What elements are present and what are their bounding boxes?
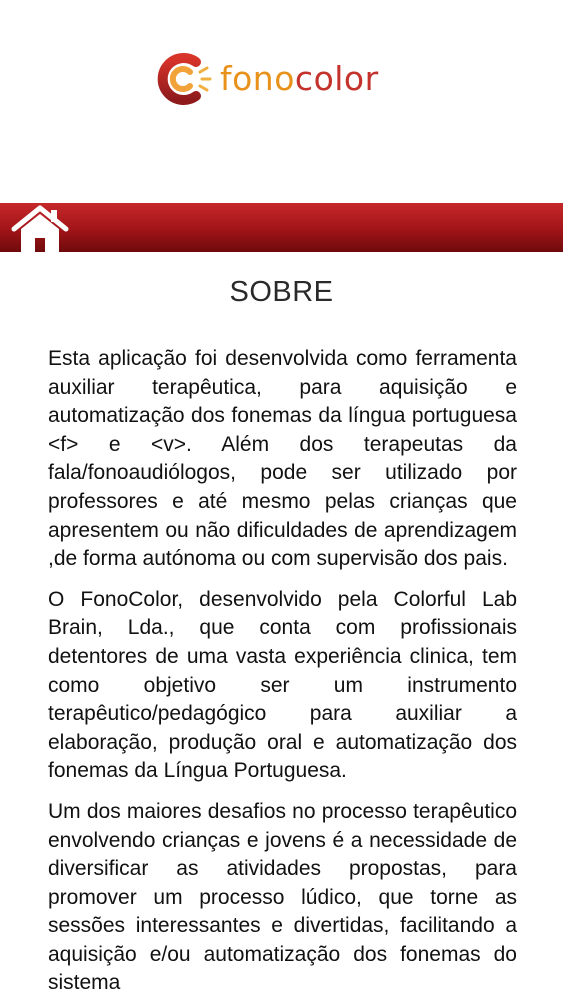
page-title: SOBRE: [229, 276, 334, 308]
paragraph-3: Um dos maiores desafios no processo terapêutico envolvendo crianças e jovens é a necessidade de diversificar as atividades propostas, para promover um processo lúdico, que torne as sessões interessantes e divertidas, facilitando a aquisição e/ou automatização dos fonemas do sistema: [48, 799, 517, 995]
paragraph-1: Esta aplicação foi desenvolvida como ferramenta auxiliar terapêutica, para aquisição e automatização dos fonemas da língua portuguesa <f> e <v>. Além dos terapeutas da fala/fonoaudiólogos, pode ser utilizado por professores e até mesmo pelas crianças que apresentem ou não dificuldades de aprendizagem ,de forma autónoma ou com supervisão dos pais.: [48, 347, 517, 571]
paragraph-2: O FonoColor, desenvolvido pela Colorful Lab Brain, Lda., que conta com profissionais detentores de uma vasta experiência clinica, tem como objetivo ser um instrumento terapêutico/pedagógico para auxiliar a elaboração, produção oral e automatização dos fonemas da Língua Portuguesa.: [48, 587, 517, 783]
logo-text-part1: fono: [220, 59, 295, 98]
home-icon: [10, 204, 70, 254]
about-text: [48, 345, 517, 1000]
header-bar: [0, 203, 563, 252]
fonocolor-logo-icon: [152, 48, 214, 110]
fonocolor-logo: [152, 48, 379, 110]
logo-wordmark: [220, 48, 379, 110]
logo-text-part2: color: [294, 59, 379, 98]
home-button[interactable]: [10, 204, 70, 254]
